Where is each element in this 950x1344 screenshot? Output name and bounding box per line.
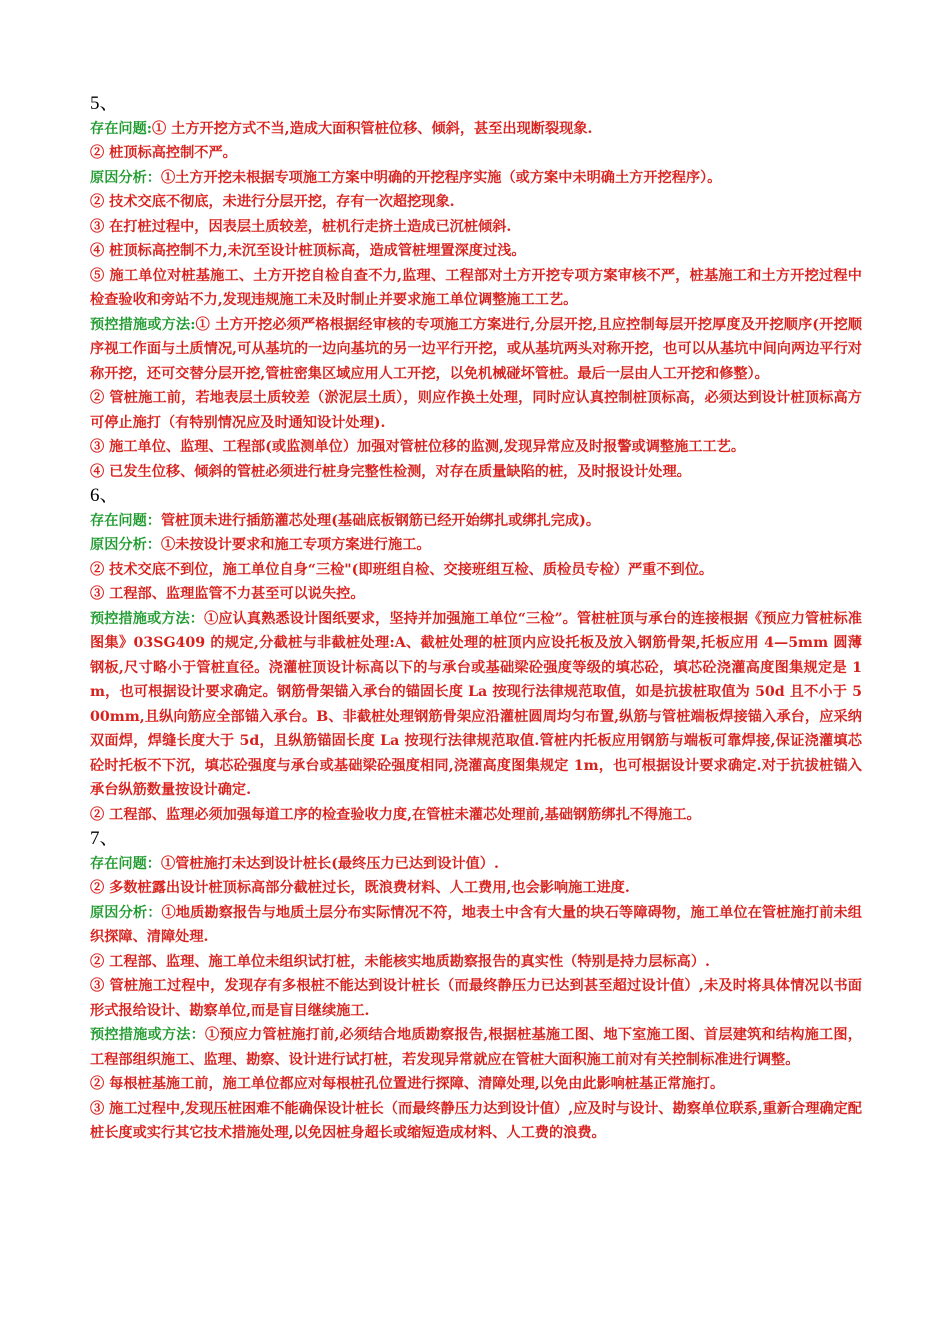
measure-label: 预控措施或方法： [90, 1027, 206, 1043]
measure-line [90, 607, 862, 803]
measure-label: 预控措施或方法: [90, 316, 196, 333]
cause-text: ①地质勘察报告与地质土层分布实际情况不符，地表土中含有大量的块石等障碍物，施工单位在管桩施打前未组织探障、清障处理. [90, 904, 862, 945]
cause-line: ② 技术交底不到位，施工单位自身“三检"(即班组自检、交接班组互检、质检员专检）严重不到位。 [90, 561, 714, 578]
problem-text: ①管桩施打未达到设计桩长(最终压力已达到设计值）. [160, 855, 499, 872]
document-page [90, 92, 862, 1146]
section-number: 5、 [90, 93, 119, 114]
cause-line [90, 533, 862, 558]
measure-line: ② 管桩施工前，若地表层土质较差（淤泥层土质），则应作换土处理，同时应认真控制桩顶标高，必须达到设计桩顶标高方可停止施打（有特别情况应及时通知设计处理). [90, 390, 862, 431]
problem-label: 存在问题： [90, 512, 161, 529]
measure-line [90, 1023, 862, 1072]
problem-line [90, 117, 862, 142]
measure-text: ① 土方开挖必须严格根据经审核的专项施工方案进行,分层开挖,且应控制每层开挖厚度及开挖顺序(开挖顺序视工作面与土质情况,可从基坑的一边向基坑的另一边平行开挖，或从基坑两头对称开挖，也可以从基坑中间向两边平行对称开挖，还可交替分层开挖,管桩密集区域应用人工开挖，以免机械碰坏管桩。最后一层由人工开挖和修整）。 [90, 316, 862, 382]
cause-text: ①土方开挖未根据专项施工方案中明确的开挖程序实施（或方案中未明确土方开挖程序）。 [160, 169, 722, 186]
cause-label: 原因分析： [90, 904, 162, 921]
cause-text: ①未按设计要求和施工专项方案进行施工。 [160, 537, 431, 553]
cause-line: ③ 管桩施工过程中，发现存有多根桩不能达到设计桩长（而最终静压力已达到甚至超过设计值）,未及时将具体情况以书面形式报给设计、勘察单位,而是盲目继续施工. [90, 978, 862, 1019]
measure-line: ③ 施工单位、监理、工程部(或监测单位）加强对管桩位移的监测,发现异常应及时报警或调整施工工艺。 [90, 439, 746, 455]
problem-text: 管桩顶未进行插筋灌芯处理(基础底板钢筋已经开始绑扎或绑扎完成)。 [160, 512, 601, 529]
cause-line: ② 工程部、监理、施工单位未组织试打桩，未能核实地质勘察报告的真实性（特别是持力层标高）. [90, 953, 710, 970]
problem-line: ② 多数桩露出设计桩顶标高部分截桩过长，既浪费材料、人工费用,也会影响施工进度. [90, 880, 630, 896]
section-number: 6、 [90, 485, 119, 506]
section-7 [90, 827, 862, 1146]
section-number: 7、 [90, 828, 119, 849]
cause-line: ⑤ 施工单位对桩基施工、土方开挖自检自查不力,监理、工程部对土方开挖专项方案审核不严，桩基施工和土方开挖过程中检查验收和旁站不力,发现违规施工未及时制止并要求施工单位调整施工工艺。 [90, 267, 862, 308]
cause-line: ② 技术交底不彻底，未进行分层开挖，存有一次超挖现象. [90, 194, 455, 210]
problem-text: ① 土方开挖方式不当,造成大面积管桩位移、倾斜，甚至出现断裂现象. [152, 120, 593, 137]
measure-line: ③ 施工过程中,发现压桩困难不能确保设计桩长（而最终静压力达到设计值）,应及时与设计、勘察单位联系,重新合理确定配桩长度或实行其它技术措施处理,以免因桩身超长或缩短造成材料、人工费的浪费。 [90, 1100, 862, 1141]
problem-line [90, 852, 862, 877]
problem-label: 存在问题： [90, 855, 161, 872]
measure-label: 预控措施或方法： [90, 610, 205, 627]
section-5 [90, 92, 862, 484]
section-6 [90, 484, 862, 827]
cause-label: 原因分析： [90, 169, 161, 186]
measure-line: ④ 已发生位移、倾斜的管桩必须进行桩身完整性检测，对存在质量缺陷的桩，及时报设计处理。 [90, 463, 691, 480]
problem-line [90, 509, 862, 534]
measure-text: ①应认真熟悉设计图纸要求，坚持并加强施工单位“三检”。管桩桩顶与承台的连接根据《预应力管桩标准图集》03SG409 的规定,分截桩与非截桩处理:A、截桩处理的桩顶内应设托板及放入钢筋骨架,托板应用 4—5mm 圆薄钢板,尺寸略小于管桩直径。浇灌桩顶设计标高以下的与承台或基础梁砼强度等级的填芯砼，填芯砼浇灌高度图集规定是 1m，也可根据设计要求确定。钢筋骨架锚入承台的锚固长度 La 按现行法律规范取值，如是抗拔桩取值为 50d 且不小于 500mm,且纵向筋应全部锚入承台。B、非截桩处理钢筋骨架应沿灌桩圆周均匀布置,纵筋与管桩端板焊接锚入承台，应采纳双面焊，焊缝长度大于 5d，且纵筋锚固长度 La 按现行法律规范取值.管桩内托板应用钢筋与端板可靠焊接,保证浇灌填芯砼时托板不下沉，填芯砼强度与承台或基础梁砼强度相同,浇灌高度图集规定 1m，也可根据设计要求确定.对于抗拔桩锚入承台纵筋数量按设计确定. [90, 610, 862, 798]
cause-line: ③ 在打桩过程中，因表层土质较差，桩机行走挤土造成已沉桩倾斜. [90, 218, 512, 235]
measure-line [90, 313, 862, 387]
measure-text: ①预应力管桩施打前,必须结合地质勘察报告,根据桩基施工图、地下室施工图、首层建筑和结构施工图，工程部组织施工、监理、勘察、设计进行试打桩，若发现异常就应在管桩大面积施工前对有关控制标准进行调整。 [90, 1027, 862, 1068]
cause-line [90, 166, 862, 191]
measure-line: ② 工程部、监理必须加强每道工序的检查验收力度,在管桩未灌芯处理前,基础钢筋绑扎不得施工。 [90, 806, 701, 823]
cause-label: 原因分析： [90, 537, 161, 553]
problem-label: 存在问题: [90, 120, 152, 137]
measure-line: ② 每根桩基施工前，施工单位都应对每根桩孔位置进行探障、清障处理,以免由此影响桩基正常施打。 [90, 1076, 725, 1092]
cause-line [90, 901, 862, 950]
problem-line: ② 桩顶标高控制不严。 [90, 145, 237, 161]
cause-line: ④ 桩顶标高控制不力,未沉至设计桩顶标高，造成管桩埋置深度过浅。 [90, 243, 526, 259]
cause-line: ③ 工程部、监理监管不力甚至可以说失控。 [90, 586, 365, 602]
